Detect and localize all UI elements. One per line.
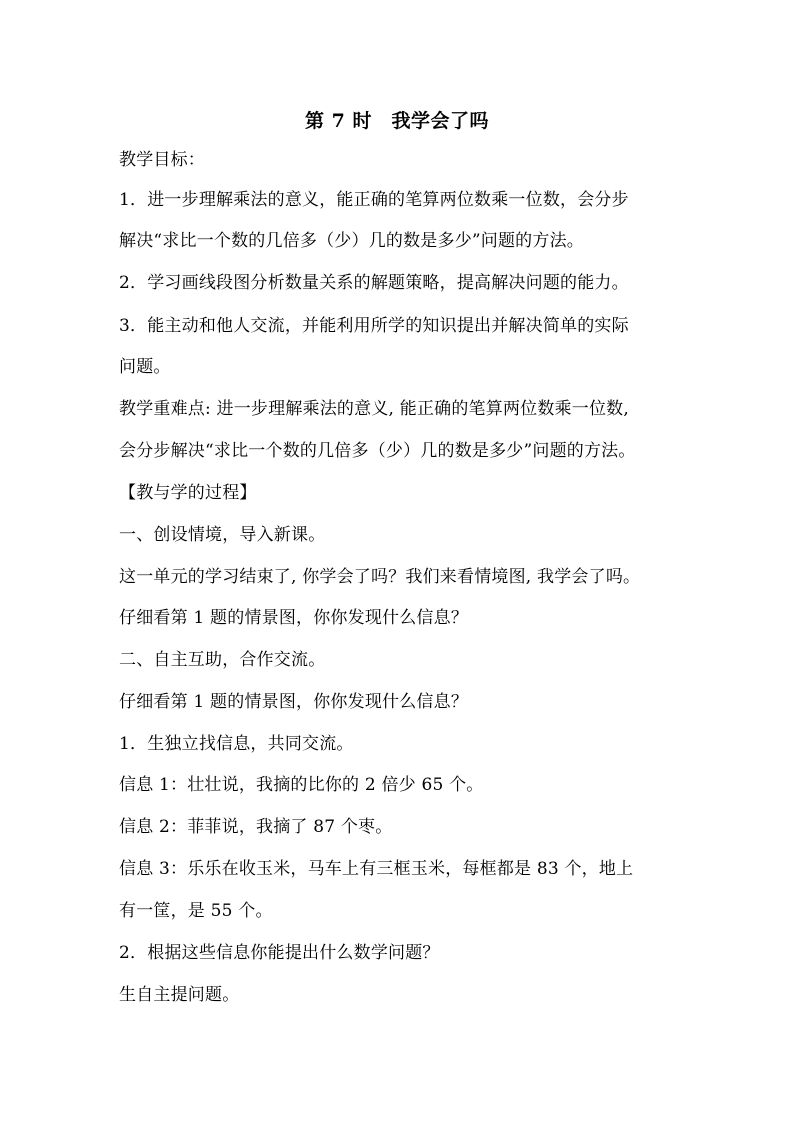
text-line: 会分步解决“求比一个数的几倍多（少）几的数是多少”问题的方法。 [119,441,636,461]
text-line: 教学目标： [119,150,205,170]
text-line: 1．生独立找信息，共同交流。 [119,734,354,754]
text-line: 解决“求比一个数的几倍多（少）几的数是多少”问题的方法。 [119,231,584,251]
text-line: 信息 1：壮壮说，我摘的比你的 2 倍少 65 个。 [119,775,484,795]
text-line: 仔细看第 1 题的情景图，你你发现什么信息？ [119,692,469,712]
text-line: 【教与学的过程】 [119,483,257,503]
text-line: 有一筐，是 55 个。 [119,901,273,921]
page-title: 第 7 时 我学会了吗 [305,110,489,132]
text-line: 2．学习画线段图分析数量关系的解题策略，提高解决问题的能力。 [119,273,629,293]
text-line: 生自主提问题。 [119,985,240,1005]
text-line: 信息 3：乐乐在收玉米，马车上有三框玉米，每框都是 83 个，地上 [119,859,634,879]
text-line: 1．进一步理解乘法的意义，能正确的笔算两位数乘一位数，会分步 [119,190,629,210]
text-line: 二、自主互助，合作交流。 [119,650,326,670]
text-line: 2．根据这些信息你能提出什么数学问题？ [119,943,440,963]
text-line: 信息 2：菲菲说，我摘了 87 个枣。 [119,817,393,837]
text-line: 这一单元的学习结束了, 你学会了吗？我们来看情境图, 我学会了吗。 [119,567,641,587]
text-line: 教学重难点: 进一步理解乘法的意义, 能正确的笔算两位数乘一位数, [119,399,629,419]
text-line: 3．能主动和他人交流，并能利用所学的知识提出并解决简单的实际 [119,316,629,336]
text-line: 问题。 [119,357,171,377]
text-line: 仔细看第 1 题的情景图，你你发现什么信息？ [119,608,469,628]
text-line: 一、创设情境，导入新课。 [119,525,326,545]
